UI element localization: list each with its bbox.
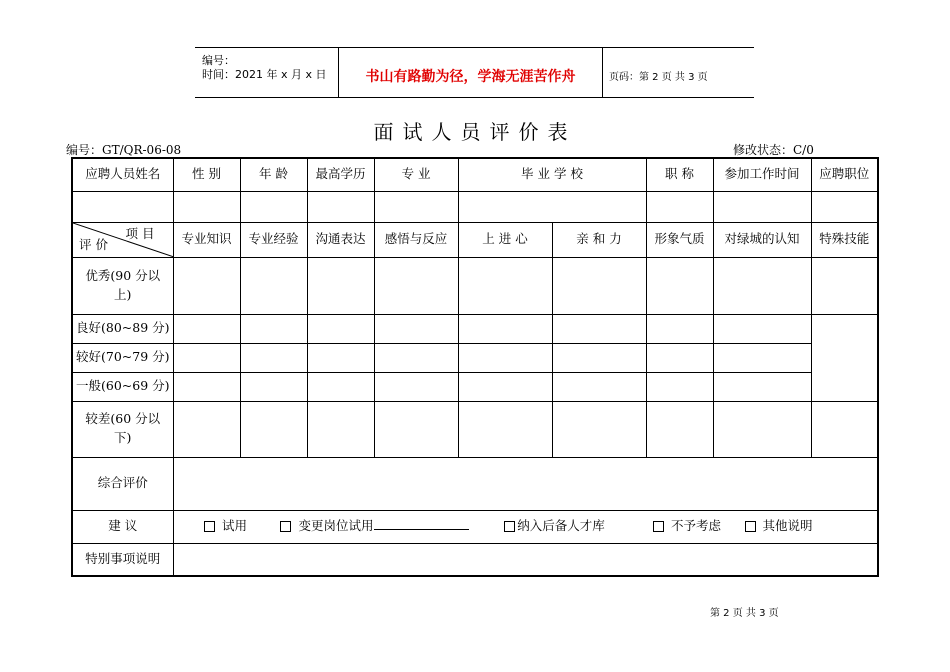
score-cell[interactable] [713,372,811,401]
score-cell[interactable] [458,257,552,314]
name-header: 应聘人员姓名 [72,158,173,191]
grade-row-fair [72,343,878,372]
option-transfer-label: 变更岗位试用 [298,518,374,534]
score-cell[interactable] [552,314,646,343]
score-cell[interactable] [374,401,458,457]
grade-excellent-line2: 上) [114,286,132,302]
option-reserve-label: 纳入后备人才库 [517,518,605,534]
grade-good-label: 良好(80~89 分) [72,314,173,343]
score-cell[interactable] [240,372,307,401]
score-cell[interactable] [374,343,458,372]
criterion-experience: 专业经验 [240,222,307,257]
score-cell[interactable] [307,314,374,343]
score-cell[interactable] [173,343,240,372]
checkbox-icon[interactable] [204,521,215,532]
score-cell[interactable] [458,401,552,457]
grade-fair-label: 较好(70~79 分) [72,343,173,372]
suggestion-label: 建 议 [72,510,173,543]
grade-poor-line1: 较差(60 分以 [85,411,161,427]
suggestion-options [173,510,878,543]
option-reject-label: 不予考虑 [670,518,721,534]
special-field[interactable] [173,543,878,576]
score-cell[interactable] [713,401,811,457]
score-cell[interactable] [646,257,713,314]
option-trial[interactable] [182,517,270,536]
score-cell[interactable] [646,314,713,343]
header-left-cell [195,48,338,97]
score-cell[interactable] [713,257,811,314]
option-reject[interactable] [630,517,745,536]
criterion-knowledge: 专业知识 [173,222,240,257]
score-cell[interactable] [552,257,646,314]
work-start-cell[interactable] [713,191,811,222]
gender-header: 性 别 [173,158,240,191]
overall-label: 综合评价 [72,457,173,510]
header-code-label: 编号： [202,54,235,67]
revision-status: 修改状态：C/0 [733,143,814,157]
score-cell[interactable] [458,372,552,401]
major-cell[interactable] [374,191,458,222]
school-header: 毕 业 学 校 [458,158,646,191]
grade-poor-label [72,401,173,457]
criterion-company-knowledge: 对绿城的认知 [713,222,811,257]
score-cell-merged[interactable] [811,314,878,401]
criterion-perception: 感悟与反应 [374,222,458,257]
grade-row-excellent [72,257,878,314]
score-cell[interactable] [646,372,713,401]
score-cell[interactable] [713,343,811,372]
criterion-communication: 沟通表达 [307,222,374,257]
major-header: 专 业 [374,158,458,191]
option-other-label: 其他说明 [762,518,813,534]
score-cell[interactable] [240,257,307,314]
score-cell[interactable] [713,314,811,343]
header-page-cell [602,48,754,97]
score-cell[interactable] [646,343,713,372]
evaluation-table [71,157,879,577]
work-start-header: 参加工作时间 [713,158,811,191]
header-time-label: 时间：2021 年 x 月 x 日 [202,68,327,81]
score-cell[interactable] [374,372,458,401]
header-slogan: 书山有路勤为径，学海无涯苦作舟 [365,69,576,85]
title-cell[interactable] [646,191,713,222]
empty-corner-cell [811,401,878,457]
education-cell[interactable] [307,191,374,222]
diagonal-item-label: 项 目 [125,225,155,241]
score-cell[interactable] [240,401,307,457]
age-header: 年 龄 [240,158,307,191]
score-cell[interactable] [458,343,552,372]
title-header: 职 称 [646,158,713,191]
checkbox-icon[interactable] [280,521,291,532]
option-trial-label: 试用 [221,518,247,534]
name-cell[interactable] [72,191,173,222]
score-cell[interactable] [307,343,374,372]
grade-average-label: 一般(60~69 分) [72,372,173,401]
grade-row-good [72,314,878,343]
criterion-special-skills: 特殊技能 [811,222,878,257]
score-cell[interactable] [307,372,374,401]
document-number: 编号：GT/QR-06-08 [66,143,182,157]
special-row [72,543,878,576]
transfer-blank-line[interactable] [374,517,469,530]
criteria-header-row [72,222,878,257]
grade-excellent-label [72,257,173,314]
score-cell[interactable] [458,314,552,343]
school-cell[interactable] [458,191,646,222]
header-block [195,47,754,98]
criterion-appearance: 形象气质 [646,222,713,257]
score-cell[interactable] [173,314,240,343]
score-cell[interactable] [646,401,713,457]
info-input-row [72,191,878,222]
info-header-row [72,158,878,191]
score-cell[interactable] [173,257,240,314]
score-cell[interactable] [552,372,646,401]
special-label: 特别事项说明 [72,543,173,576]
diagonal-evaluation-label: 评 价 [79,236,108,252]
checkbox-icon[interactable] [745,521,756,532]
score-cell[interactable] [173,401,240,457]
overall-field[interactable] [173,457,878,510]
option-transfer[interactable] [270,517,480,536]
score-cell[interactable] [240,343,307,372]
score-cell[interactable] [307,401,374,457]
score-cell[interactable] [374,314,458,343]
education-header: 最高学历 [307,158,374,191]
checkbox-icon[interactable] [653,521,664,532]
criterion-affinity: 亲 和 力 [552,222,646,257]
overall-row [72,457,878,510]
score-cell[interactable] [552,401,646,457]
position-cell[interactable] [811,191,878,222]
score-cell[interactable] [173,372,240,401]
score-cell[interactable] [240,314,307,343]
score-cell[interactable] [811,257,878,314]
suggestion-row [72,510,878,543]
diagonal-header-cell [72,222,173,257]
page-title: 面试人员评价表 [373,120,577,144]
grade-poor-line2: 下) [114,430,132,445]
position-header: 应聘职位 [811,158,878,191]
grade-row-average [72,372,878,401]
score-cell[interactable] [307,257,374,314]
option-other[interactable] [745,517,813,536]
score-cell[interactable] [552,343,646,372]
header-slogan-cell [338,48,603,97]
grade-excellent-line1: 优秀(90 分以 [85,267,161,283]
header-page-label: 页码：第 2 页 共 3 页 [609,72,708,83]
criterion-ambition: 上 进 心 [458,222,552,257]
grade-row-poor [72,401,878,457]
score-cell[interactable] [374,257,458,314]
option-reserve[interactable] [480,517,630,536]
gender-cell[interactable] [173,191,240,222]
page-footer: 第 2 页 共 3 页 [710,608,779,619]
age-cell[interactable] [240,191,307,222]
checkbox-icon[interactable] [504,521,515,532]
